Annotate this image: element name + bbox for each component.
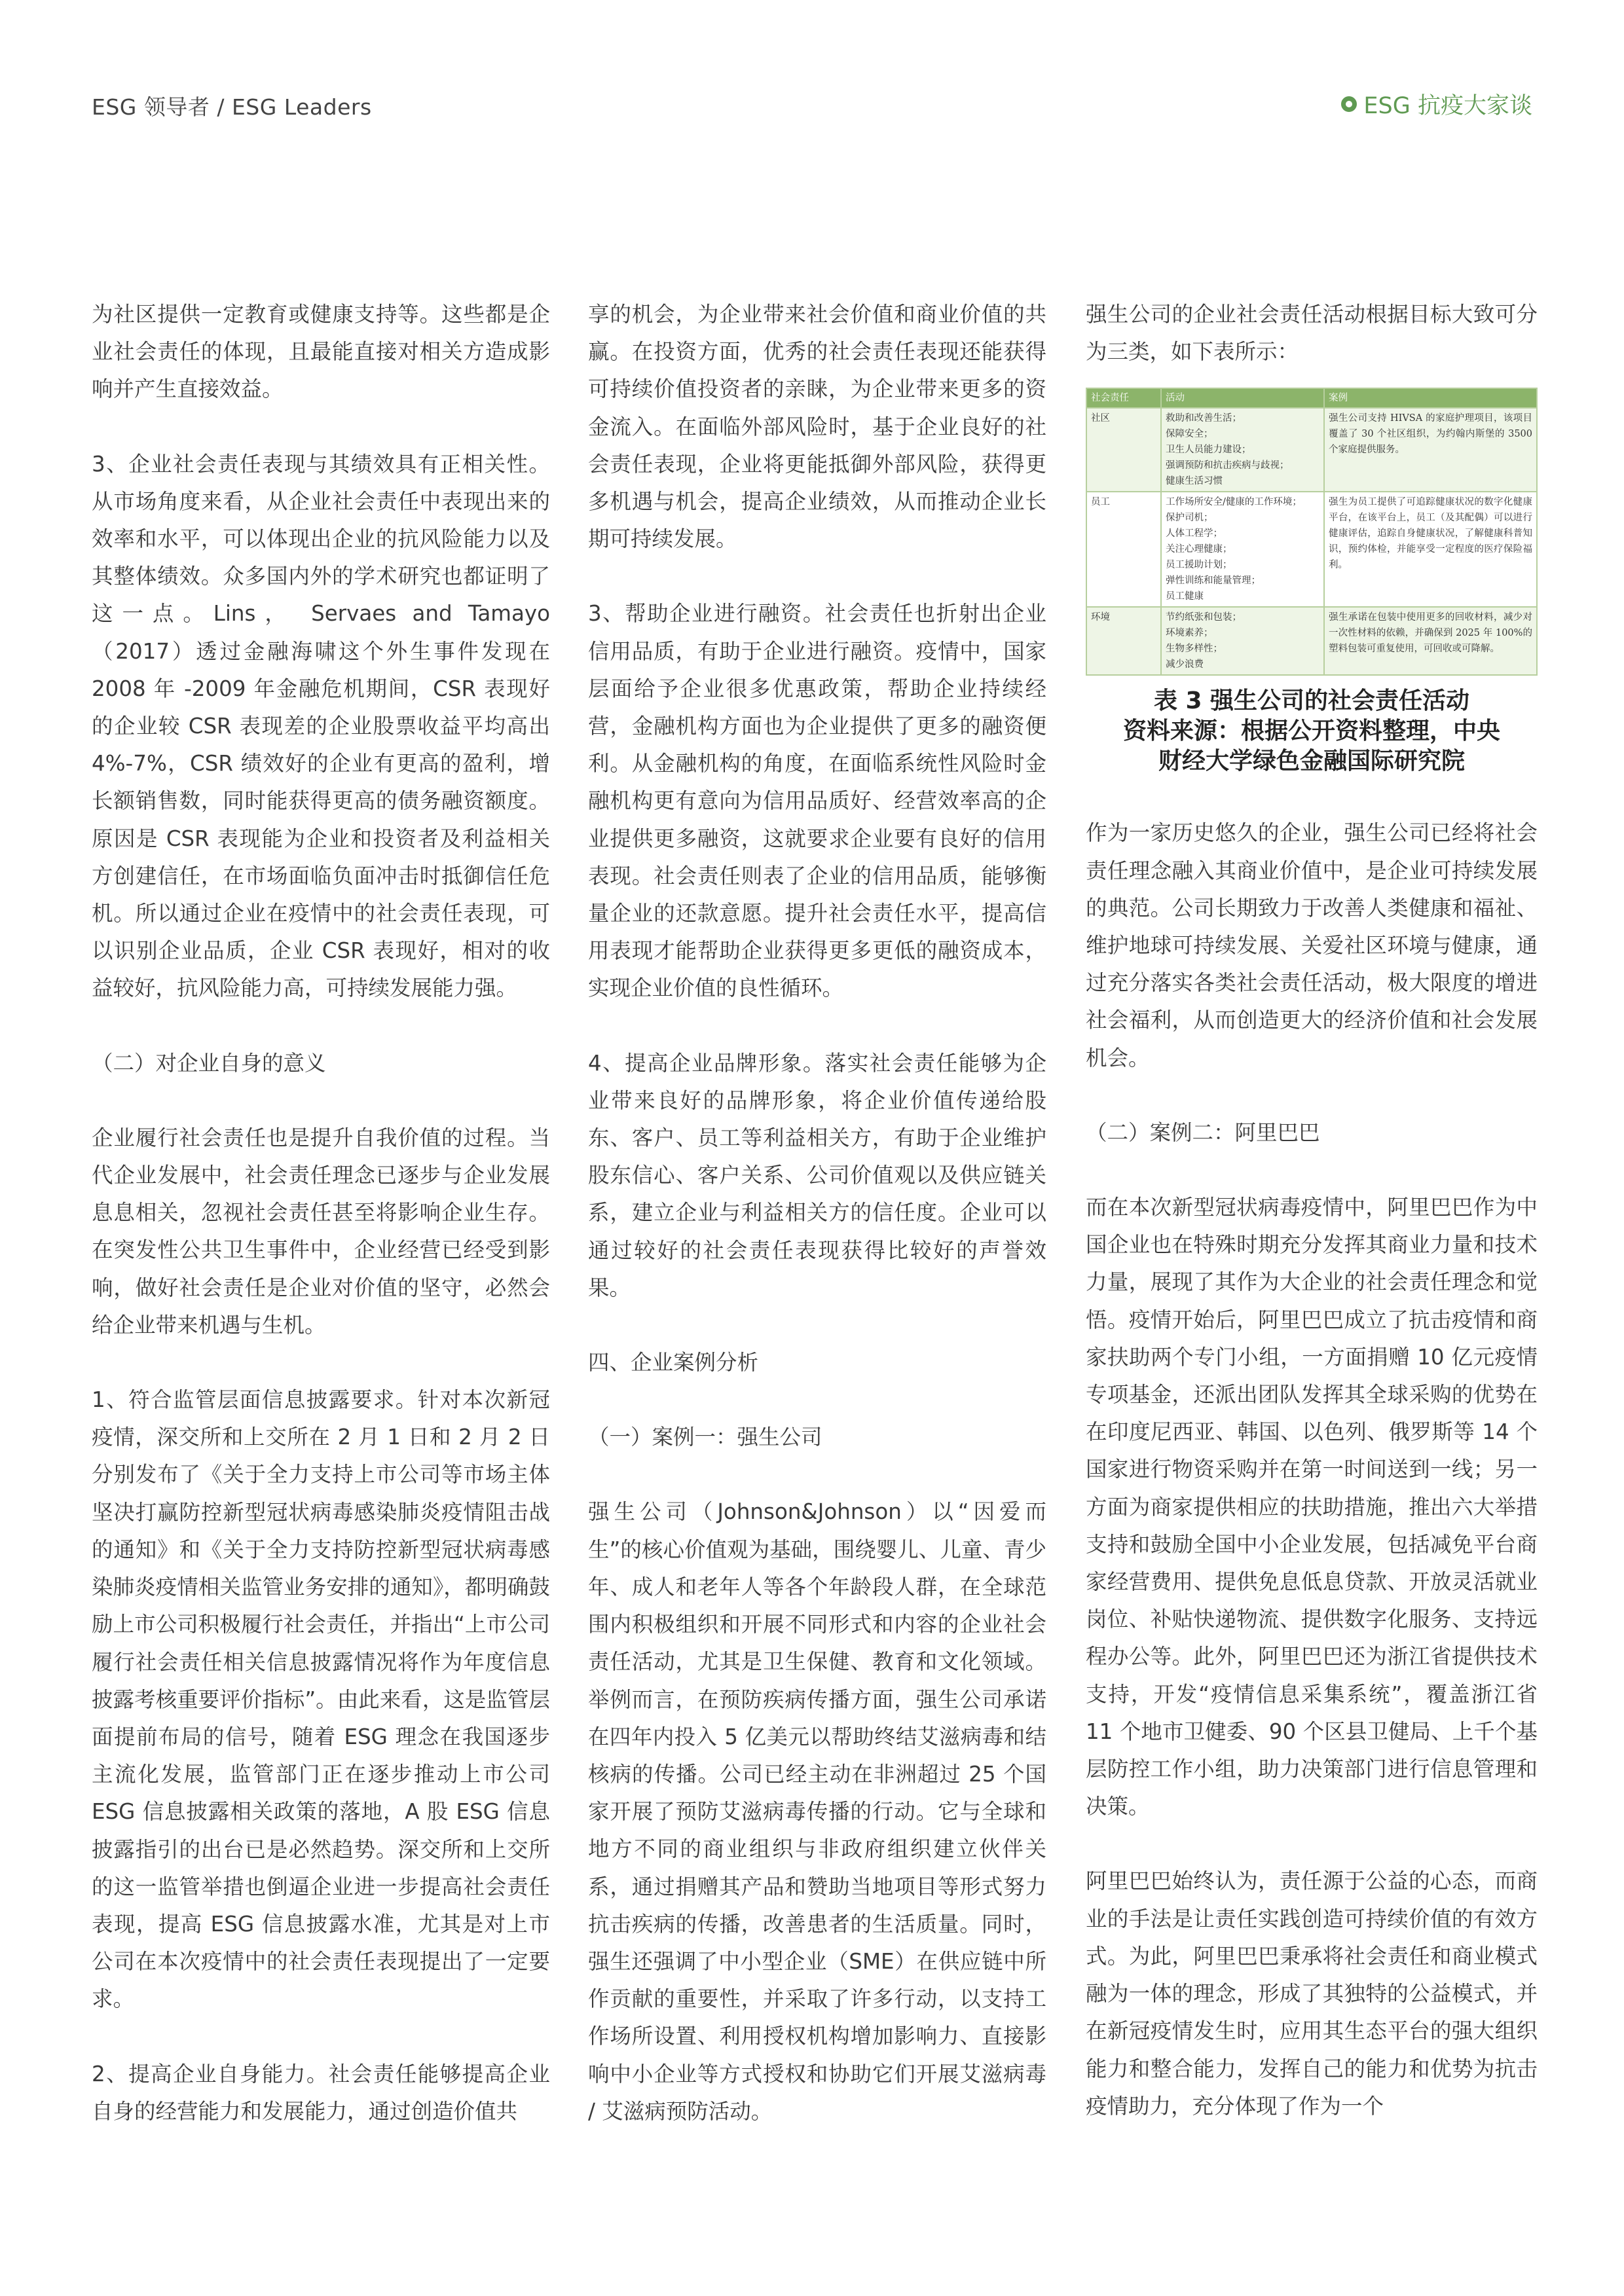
- table-cell: 工作场所安全/健康的工作环境； 保护司机； 人体工程学； 关注心理健康； 员工援助计划； 弹性训练和能量管理； 员工健康: [1161, 492, 1324, 607]
- subheading: （一）案例一：强生公司: [588, 1425, 822, 1450]
- paragraph: 而在本次新型冠状病毒疫情中，阿里巴巴作为中国企业也在特殊时期充分发挥其商业力量和技术力量，展现了其作为大企业的社会责任理念和觉悟。疫情开始后，阿里巴巴成立了抗击疫情和商家扶助两个专门小组，一方面捐赠 10 亿元疫情专项基金，还派出团队发挥其全球采购的优势在在印度尼西亚、韩国、以色列、俄罗斯等 14 个国家进行物资采购并在第一时间送到一线；另一方面为商家提供相应的扶助措施，推出六大举措支持和鼓励全国中小企业发展，包括减免平台商家经营费用、提供免息低息贷款、开放灵活就业岗位、补贴快递物流、提供数字化服务、支持远程办公等。此外，阿里巴巴还为浙江省提供技术支持，开发“疫情信息采集系统”，覆盖浙江省 11 个地市卫健委、90 个区县卫健局、上千个基层防控工作小组，助力决策部门进行信息管理和决策。: [1086, 1195, 1538, 1819]
- paragraph: 1、符合监管层面信息披露要求。针对本次新冠疫情，深交所和上交所在 2 月 1 日和 2 月 2 日分别发布了《关于全力支持上市公司等市场主体坚决打赢防控新型冠状病毒感染肺炎疫情阻击战的通知》和《关于全力支持防控新型冠状病毒感染肺炎疫情相关监管业务安排的通知》，都明确鼓励上市公司积极履行社会责任，并指出“上市公司履行社会责任相关信息披露情况将作为年度信息披露考核重要评价指标”。由此来看，这是监管层面提前布局的信号，随着 ESG 理念在我国逐步主流化发展，监管部门正在逐步推动上市公司 ESG 信息披露相关政策的落地，A 股 ESG 信息披露指引的出台已是必然趋势。深交所和上交所的这一监管举措也倒逼企业进一步提高社会责任表现，提高 ESG 信息披露水准，尤其是对上市公司在本次疫情中的社会责任表现提出了一定要求。: [92, 1387, 550, 2012]
- table-cell: 员工: [1087, 492, 1161, 607]
- ring-icon: [1341, 96, 1357, 112]
- running-header-right: [1341, 88, 1532, 120]
- table-caption: [1086, 686, 1538, 776]
- caption-line: 资料来源：根据公开资料整理，中央: [1122, 718, 1500, 745]
- text-column-2: [588, 296, 1046, 2130]
- paragraph: 阿里巴巴始终认为，责任源于公益的心态，而商业的手法是让责任实践创造可持续价值的有效方式。为此，阿里巴巴秉承将社会责任和商业模式融为一体的理念，形成了其独特的公益模式，并在新冠疫情发生时，应用其生态平台的强大组织能力和整合能力，发挥自己的能力和优势为抗击疫情助力，充分体现了作为一个: [1086, 1868, 1538, 2119]
- paragraph: 企业履行社会责任也是提升自我价值的过程。当代企业发展中，社会责任理念已逐步与企业发展息息相关，忽视社会责任甚至将影响企业生存。在突发性公共卫生事件中，企业经营已经受到影响，做好社会责任是企业对价值的坚守，必然会给企业带来机遇与生机。: [92, 1125, 550, 1338]
- table-cell: 强生公司支持 HIVSA 的家庭护理项目，该项目覆盖了 30 个社区组织，为约翰内斯堡的 3500 个家庭提供服务。: [1324, 408, 1536, 492]
- table-row: [1087, 408, 1536, 492]
- table-cell: 救助和改善生活； 保障安全； 卫生人员能力建设； 强调预防和抗击疾病与歧视； 健康生活习惯: [1161, 408, 1324, 492]
- text-column-1: [92, 296, 550, 2130]
- table-header-cell: 活动: [1161, 389, 1324, 408]
- table-cell: 强生为员工提供了可追踪健康状况的数字化健康平台，在该平台上，员工（及其配偶）可以进行健康评估，追踪自身健康状况，了解健康科普知识，预约体检，并能享受一定程度的医疗保险福利。: [1324, 492, 1536, 607]
- paragraph: 2、提高企业自身能力。社会责任能够提高企业自身的经营能力和发展能力，通过创造价值共: [92, 2061, 550, 2124]
- paragraph: 强生公司（Johnson&Johnson）以“因爱而生”的核心价值观为基础，围绕婴儿、儿童、青少年、成人和老年人等各个年龄段人群，在全球范围内积极组织和开展不同形式和内容的企业社会责任活动，尤其是卫生保健、教育和文化领域。举例而言，在预防疾病传播方面，强生公司承诺在四年内投入 5 亿美元以帮助终结艾滋病毒和结核病的传播。公司已经主动在非洲超过 25 个国家开展了预防艾滋病毒传播的行动。它与全球和地方不同的商业组织与非政府组织建立伙伴关系，通过捐赠其产品和赞助当地项目等形式努力抗击疾病的传播，改善患者的生活质量。同时，强生还强调了中小型企业（SME）在供应链中所作贡献的重要性，并采取了许多行动，以支持工作场所设置、利用授权机构增加影响力、直接影响中小企业等方式授权和协助它们开展艾滋病毒 / 艾滋病预防活动。: [588, 1499, 1046, 2124]
- text-column-3: [1086, 296, 1538, 2125]
- csr-activity-table: [1086, 388, 1538, 676]
- table-header-cell: 案例: [1324, 389, 1536, 408]
- table-cell: 社区: [1087, 408, 1161, 492]
- paragraph: 4、提高企业品牌形象。落实社会责任能够为企业带来良好的品牌形象，将企业价值传递给股东、客户、员工等利益相关方，有助于企业维护股东信心、客户关系、公司价值观以及供应链关系，建立企业与利益相关方的信任度。企业可以通过较好的社会责任表现获得比较好的声誉效果。: [588, 1050, 1046, 1300]
- subheading: （二）案例二：阿里巴巴: [1086, 1120, 1320, 1145]
- paragraph: 享的机会，为企业带来社会价值和商业价值的共赢。在投资方面，优秀的社会责任表现还能获得可持续价值投资者的亲睐，为企业带来更多的资金流入。在面临外部风险时，基于企业良好的社会责任表现，企业将更能抵御外部风险，获得更多机遇与机会，提高企业绩效，从而推动企业长期可持续发展。: [588, 302, 1046, 552]
- table-header-cell: 社会责任: [1087, 389, 1161, 408]
- table-cell: 环境: [1087, 607, 1161, 674]
- running-header-left: ESG 领导者 / ESG Leaders: [92, 94, 372, 120]
- paragraph: 3、企业社会责任表现与其绩效具有正相关性。从市场角度来看，从企业社会责任中表现出来的效率和水平，可以体现出企业的抗风险能力以及其整体绩效。众多国内外的学术研究也都证明了这一点。Lins， Servaes and Tamayo （2017）透过金融海啸这个外生事件发现在 2008 年 -2009 年金融危机期间，CSR 表现好的企业较 CSR 表现差的企业股票收益平均高出 4%-7%，CSR 绩效好的企业有更高的盈利，增长额销售数，同时能获得更高的债务融资额度。原因是 CSR 表现能为企业和投资者及利益相关方创建信任，在市场面临负面冲击时抵御信任危机。所以通过企业在疫情中的社会责任表现，可以识别企业品质，企业 CSR 表现好，相对的收益较好，抗风险能力高，可持续发展能力强。: [92, 451, 550, 1001]
- subheading: （二）对企业自身的意义: [92, 1050, 326, 1076]
- paragraph: 3、帮助企业进行融资。社会责任也折射出企业信用品质，有助于企业进行融资。疫情中，国家层面给予企业很多优惠政策，帮助企业持续经营，金融机构方面也为企业提供了更多的融资便利。从金融机构的角度，在面临系统性风险时金融机构更有意向为信用品质好、经营效率高的企业提供更多融资，这就要求企业要有良好的信用表现。社会责任则表了企业的信用品质，能够衡量企业的还款意愿。提升社会责任水平，提高信用表现才能帮助企业获得更多更低的融资成本，实现企业价值的良性循环。: [588, 601, 1046, 1001]
- paragraph: 为社区提供一定教育或健康支持等。这些都是企业社会责任的体现，且最能直接对相关方造成影响并产生直接效益。: [92, 302, 550, 402]
- section-title: ESG 抗疫大家谈: [1363, 93, 1532, 119]
- table-cell: 节约纸张和包装； 环境素养； 生物多样性； 减少浪费: [1161, 607, 1324, 674]
- section-heading: 四、企业案例分析: [588, 1350, 759, 1376]
- table-row: [1087, 492, 1536, 607]
- paragraph: 强生公司的企业社会责任活动根据目标大致可分为三类，如下表所示：: [1086, 302, 1538, 365]
- table-cell: 强生承诺在包装中使用更多的回收材料，减少对一次性材料的依赖，并确保到 2025 年 100%的塑料包装可重复使用，可回收或可降解。: [1324, 607, 1536, 674]
- caption-line: 表 3 强生公司的社会责任活动: [1153, 687, 1470, 715]
- table-row: [1087, 607, 1536, 674]
- caption-line: 财经大学绿色金融国际研究院: [1158, 748, 1465, 775]
- table-header-row: [1087, 389, 1536, 408]
- paragraph: 作为一家历史悠久的企业，强生公司已经将社会责任理念融入其商业价值中，是企业可持续发展的典范。公司长期致力于改善人类健康和福祉、维护地球可持续发展、关爱社区环境与健康，通过充分落实各类社会责任活动，极大限度的增进社会福利，从而创造更大的经济价值和社会发展机会。: [1086, 820, 1538, 1070]
